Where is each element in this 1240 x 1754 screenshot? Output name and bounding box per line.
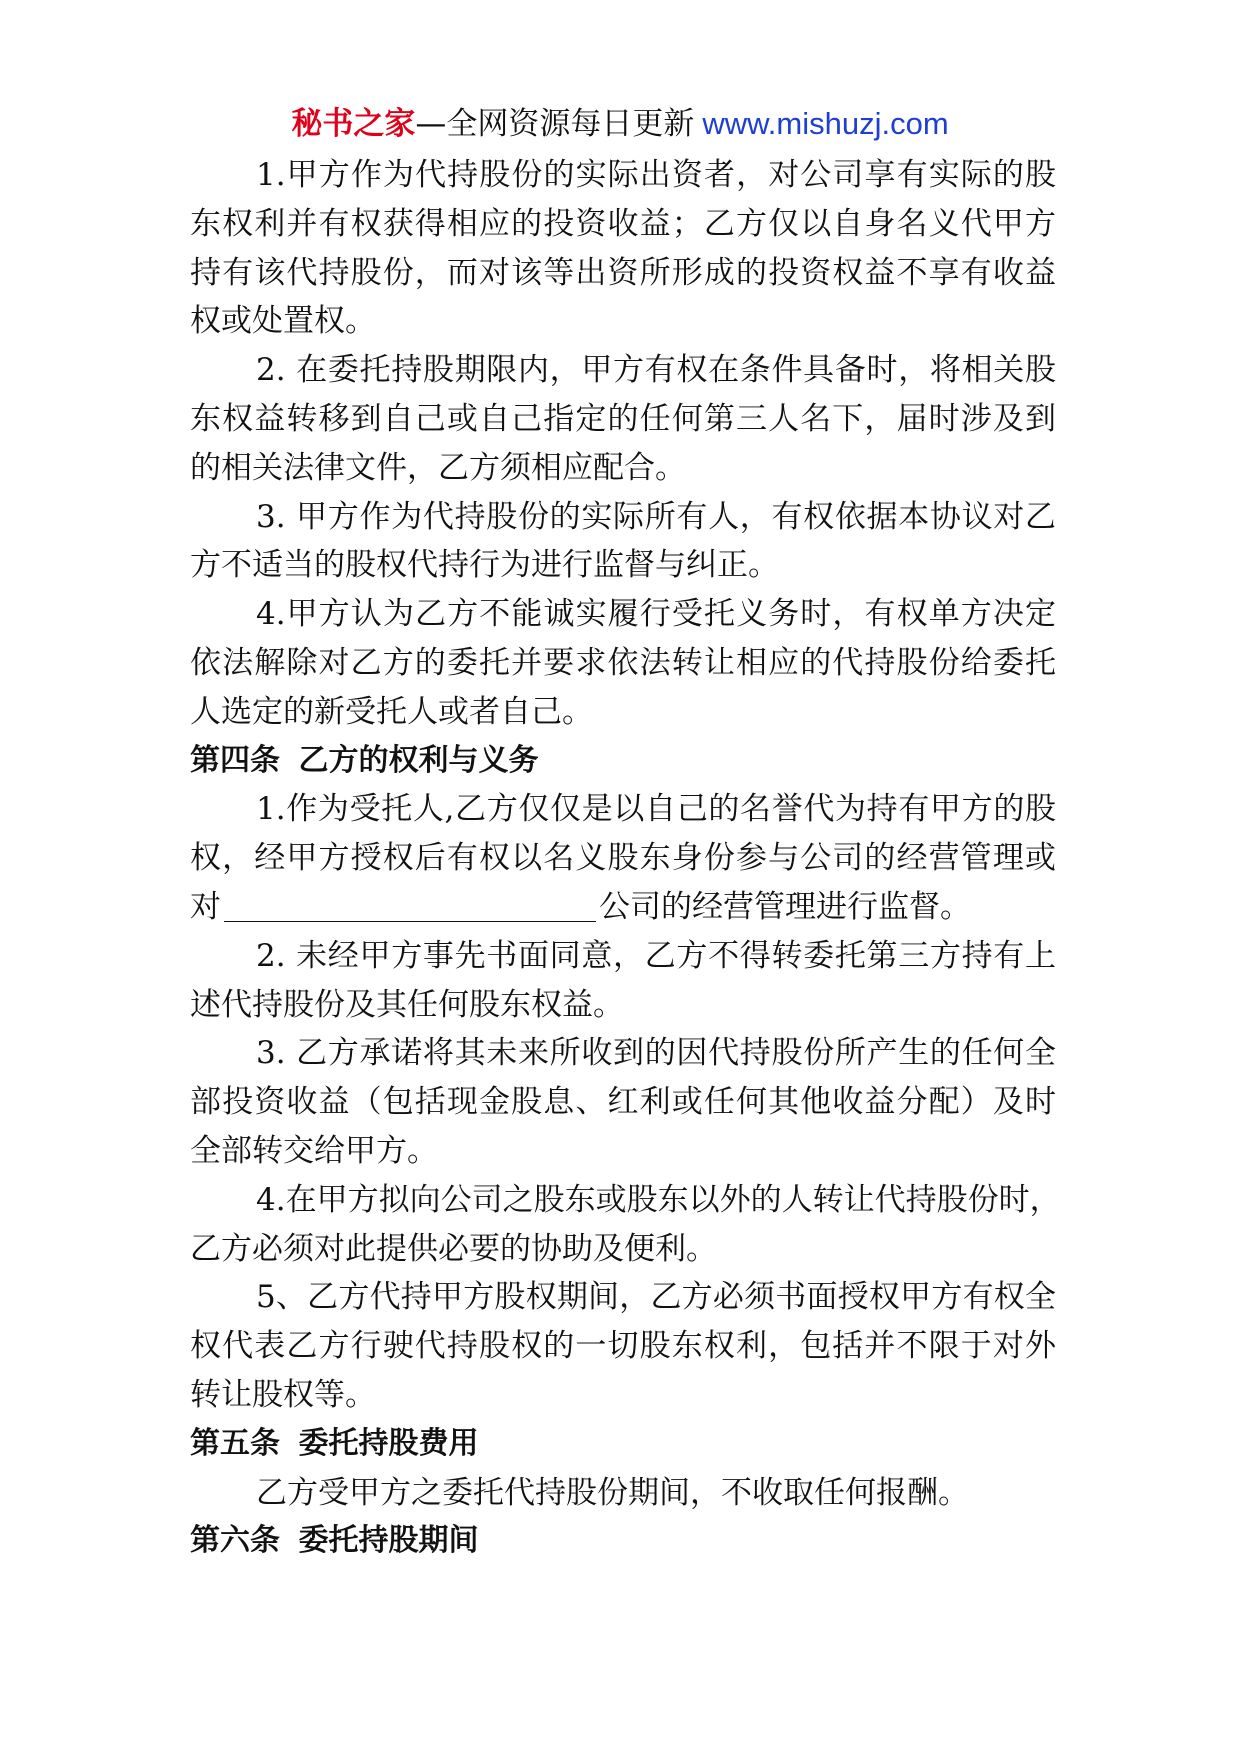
text-line: 乙方必须对此提供必要的协助及便利。 xyxy=(190,1230,717,1267)
clause-paragraph xyxy=(190,493,1056,591)
text-line: 转让股权等。 xyxy=(190,1376,376,1413)
text-line: 权或处置权。 xyxy=(190,303,376,340)
text-line: 部投资收益（包括现金股息、红利或任何其他收益分配）及时 xyxy=(190,1084,1056,1121)
site-url: www.mishuzj.com xyxy=(702,106,949,141)
blank-prefix: 对 xyxy=(190,888,221,925)
blank-suffix: 公司的经营管理进行监督。 xyxy=(599,888,971,925)
document-body xyxy=(190,151,1061,1566)
text-line: 1.作为受托人,乙方仅仅是以自己的名誉代为持有甲方的股 xyxy=(256,791,1056,828)
text-line: 1.甲方作为代持股份的实际出资者，对公司享有实际的股 xyxy=(256,157,1056,193)
text-line: 5、乙方代持甲方股权期间，乙方必须书面授权甲方有权全 xyxy=(256,1279,1056,1316)
text-line: 2. 未经甲方事先书面同意，乙方不得转委托第三方持有上 xyxy=(256,937,1056,974)
brand-slogan: —全网资源每日更新 xyxy=(415,106,695,142)
site-watermark-header xyxy=(0,100,1240,148)
text-line: 3. 甲方作为代持股份的实际所有人，有权依据本协议对乙 xyxy=(256,498,1056,535)
clause-paragraph xyxy=(190,1176,1061,1274)
text-line: 依法解除对乙方的委托并要求依法转让相应的代持股份给委托 xyxy=(190,644,1056,681)
text-line: 3. 乙方承诺将其未来所收到的因代持股份所产生的任何全 xyxy=(256,1035,1056,1072)
text-line: 方不适当的股权代持行为进行监督与纠正。 xyxy=(190,547,779,584)
clause-paragraph: 乙方受甲方之委托代持股份期间，不收取任何报酬。 xyxy=(256,1474,969,1511)
clause-paragraph xyxy=(190,590,1056,736)
clause-paragraph xyxy=(190,1273,1056,1419)
text-line: 东权益转移到自己或自己指定的任何第三人名下，届时涉及到 xyxy=(190,400,1056,437)
text-line: 述代持股份及其任何股东权益。 xyxy=(190,986,624,1023)
article-heading-5: 第五条 委托持股费用 xyxy=(190,1425,479,1461)
text-line: 全部转交给甲方。 xyxy=(190,1132,438,1169)
text-line: 东权利并有权获得相应的投资收益；乙方仅以自身名义代甲方 xyxy=(190,205,1056,242)
article-heading-4: 第四条 乙方的权利与义务 xyxy=(190,742,539,778)
clause-paragraph xyxy=(190,785,1056,931)
text-line-with-blank xyxy=(190,883,1056,932)
text-line: 权代表乙方行驶代持股权的一切股东权利，包括并不限于对外 xyxy=(190,1328,1056,1365)
text-line: 持有该代持股份，而对该等出资所形成的投资权益不享有收益 xyxy=(190,254,1056,291)
clause-paragraph xyxy=(190,932,1056,1030)
clause-paragraph xyxy=(190,346,1056,492)
fill-in-blank-line xyxy=(224,901,596,922)
article-heading-6: 第六条 委托持股期间 xyxy=(190,1523,479,1559)
text-line: 2. 在委托持股期限内，甲方有权在条件具备时，将相关股 xyxy=(256,352,1056,389)
text-line: 4.甲方认为乙方不能诚实履行受托义务时，有权单方决定 xyxy=(256,596,1056,633)
text-line: 4.在甲方拟向公司之股东或股东以外的人转让代持股份时， xyxy=(256,1181,1061,1218)
brand-name: 秘书之家 xyxy=(291,106,416,142)
text-line: 的相关法律文件，乙方须相应配合。 xyxy=(190,449,686,486)
clause-paragraph xyxy=(190,1029,1056,1175)
text-line: 权，经甲方授权后有权以名义股东身份参与公司的经营管理或 xyxy=(190,840,1056,877)
text-line: 人选定的新受托人或者自己。 xyxy=(190,693,593,730)
clause-paragraph xyxy=(190,151,1056,346)
